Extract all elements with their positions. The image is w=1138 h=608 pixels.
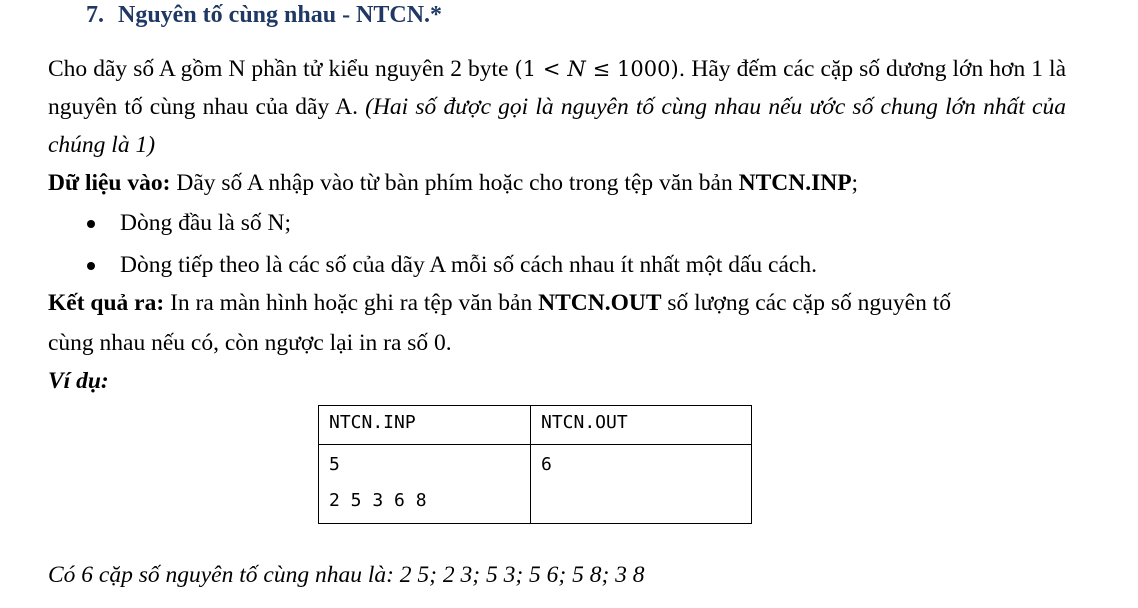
output-text-a: In ra màn hình hoặc ghi ra tệp văn bản: [164, 290, 539, 316]
output-filename: NTCN.OUT: [538, 290, 662, 316]
exercise-number: 7.: [86, 2, 104, 28]
intro-text-b: Hãy đếm các cặp số dương lớn hơn 1 là nguyên tố cùng nhau của dãy A.: [48, 56, 1067, 120]
output-description-line2: cùng nhau nếu có, còn ngược lại in ra số 0.: [48, 330, 452, 356]
output-line: 6: [541, 454, 552, 475]
bullet-dot-icon: [87, 262, 95, 270]
exercise-title: Nguyên tố cùng nhau - NTCN.*: [118, 2, 443, 28]
example-explanation: Có 6 cặp số nguyên tố cùng nhau là: 2 5; 2 3; 5 3; 5 6; 5 8; 3 8: [48, 562, 645, 588]
formula-variable: N: [567, 57, 586, 81]
input-text-b: ;: [851, 170, 859, 196]
input-file-header: NTCN.INP: [319, 406, 531, 445]
output-file-header: NTCN.OUT: [531, 406, 752, 445]
output-label: Kết quả ra:: [48, 290, 165, 316]
problem-statement: [48, 50, 1066, 164]
input-text-a: Dãy số A nhập vào từ bàn phím hoặc cho trong tệp văn bản: [170, 170, 739, 196]
exercise-heading: [86, 2, 442, 29]
bullet-text: Dòng tiếp theo là các số của dãy A mỗi số cách nhau ít nhất một dấu cách.: [120, 252, 817, 278]
bullet-text: Dòng đầu là số N;: [120, 210, 292, 236]
bullet-item: [120, 210, 291, 237]
input-cell: [319, 445, 531, 524]
input-filename: NTCN.INP: [738, 170, 852, 196]
output-text-b: số lượng các cặp số nguyên tố: [661, 290, 951, 316]
formula-open: (1 <: [514, 57, 568, 81]
constraint-formula: [515, 57, 686, 81]
example-io-table: [318, 405, 752, 524]
input-label: Dữ liệu vào:: [48, 170, 171, 196]
output-cell: [531, 445, 752, 524]
coprime-note: (Hai số được gọi là nguyên tố cùng nhau nếu ước số chung lớn nhất của chúng là 1): [48, 94, 1066, 158]
bullet-dot-icon: [87, 220, 95, 228]
input-description: [48, 170, 858, 197]
bullet-item: [120, 252, 817, 279]
example-label: Ví dụ:: [48, 368, 109, 394]
input-line: 2 5 3 6 8: [329, 490, 427, 511]
output-description: [48, 290, 951, 317]
input-line: 5: [329, 454, 340, 475]
table-row: [319, 445, 752, 524]
formula-close: ≤ 1000).: [585, 57, 686, 81]
table-header-row: [319, 406, 752, 445]
intro-text-a: Cho dãy số A gồm N phần tử kiểu nguyên 2 byte: [48, 56, 515, 82]
